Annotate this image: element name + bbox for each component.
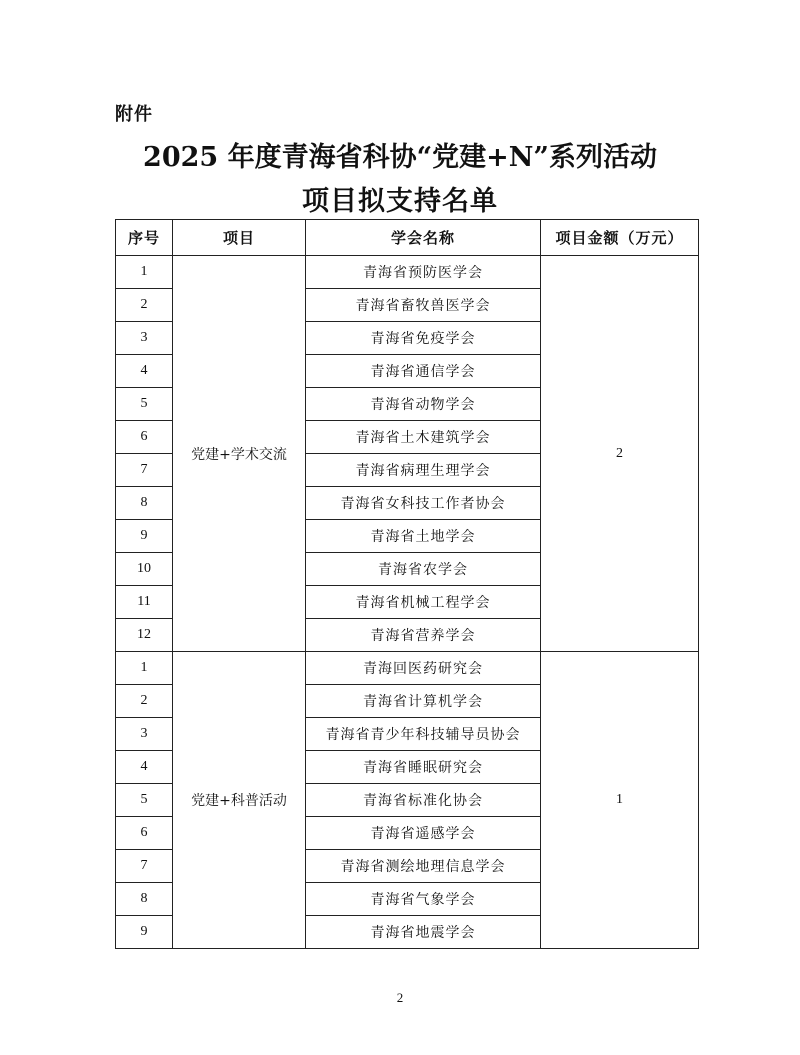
society-name: 青海省免疫学会 [306,322,541,355]
society-name: 青海省睡眠研究会 [306,751,541,784]
society-name: 青海省动物学会 [306,388,541,421]
society-name: 青海省气象学会 [306,883,541,916]
row-number: 5 [116,388,173,421]
document-subtitle: 项目拟支持名单 [302,186,498,217]
column-header-number: 序号 [116,220,173,256]
society-name: 青海回医药研究会 [306,652,541,685]
row-number: 1 [116,652,173,685]
table-body [116,256,699,949]
column-header-project: 项目 [173,220,306,256]
table-row [116,652,699,685]
table-header-row [116,220,699,256]
row-number: 7 [116,850,173,883]
society-name: 青海省预防医学会 [306,256,541,289]
page-number: 2 [396,990,404,1005]
row-number: 10 [116,553,173,586]
society-name: 青海省土地学会 [306,520,541,553]
society-name: 青海省遥感学会 [306,817,541,850]
row-number: 3 [116,718,173,751]
society-name: 青海省畜牧兽医学会 [306,289,541,322]
society-name: 青海省土木建筑学会 [306,421,541,454]
table-row [116,256,699,289]
row-number: 9 [116,520,173,553]
society-name: 青海省病理生理学会 [306,454,541,487]
project-amount: 2 [541,256,699,652]
society-name: 青海省测绘地理信息学会 [306,850,541,883]
row-number: 8 [116,883,173,916]
society-name: 青海省标准化协会 [306,784,541,817]
row-number: 4 [116,355,173,388]
row-number: 8 [116,487,173,520]
society-name: 青海省地震学会 [306,916,541,949]
row-number: 9 [116,916,173,949]
society-name: 青海省营养学会 [306,619,541,652]
society-name: 青海省计算机学会 [306,685,541,718]
row-number: 11 [116,586,173,619]
row-number: 12 [116,619,173,652]
project-name: 党建+科普活动 [173,652,306,949]
row-number: 2 [116,289,173,322]
society-name: 青海省农学会 [306,553,541,586]
society-name: 青海省机械工程学会 [306,586,541,619]
row-number: 7 [116,454,173,487]
row-number: 1 [116,256,173,289]
row-number: 4 [116,751,173,784]
row-number: 3 [116,322,173,355]
society-name: 青海省女科技工作者协会 [306,487,541,520]
project-name: 党建+学术交流 [173,256,306,652]
row-number: 6 [116,421,173,454]
row-number: 6 [116,817,173,850]
project-amount: 1 [541,652,699,949]
society-name: 青海省通信学会 [306,355,541,388]
attachment-label: 附件 [115,104,153,125]
project-table [115,219,699,949]
document-title: 2025 年度青海省科协“党建+N”系列活动 [143,142,657,173]
society-name: 青海省青少年科技辅导员协会 [306,718,541,751]
column-header-society: 学会名称 [306,220,541,256]
row-number: 2 [116,685,173,718]
column-header-amount: 项目金额（万元） [541,220,699,256]
table-header [116,220,699,256]
row-number: 5 [116,784,173,817]
